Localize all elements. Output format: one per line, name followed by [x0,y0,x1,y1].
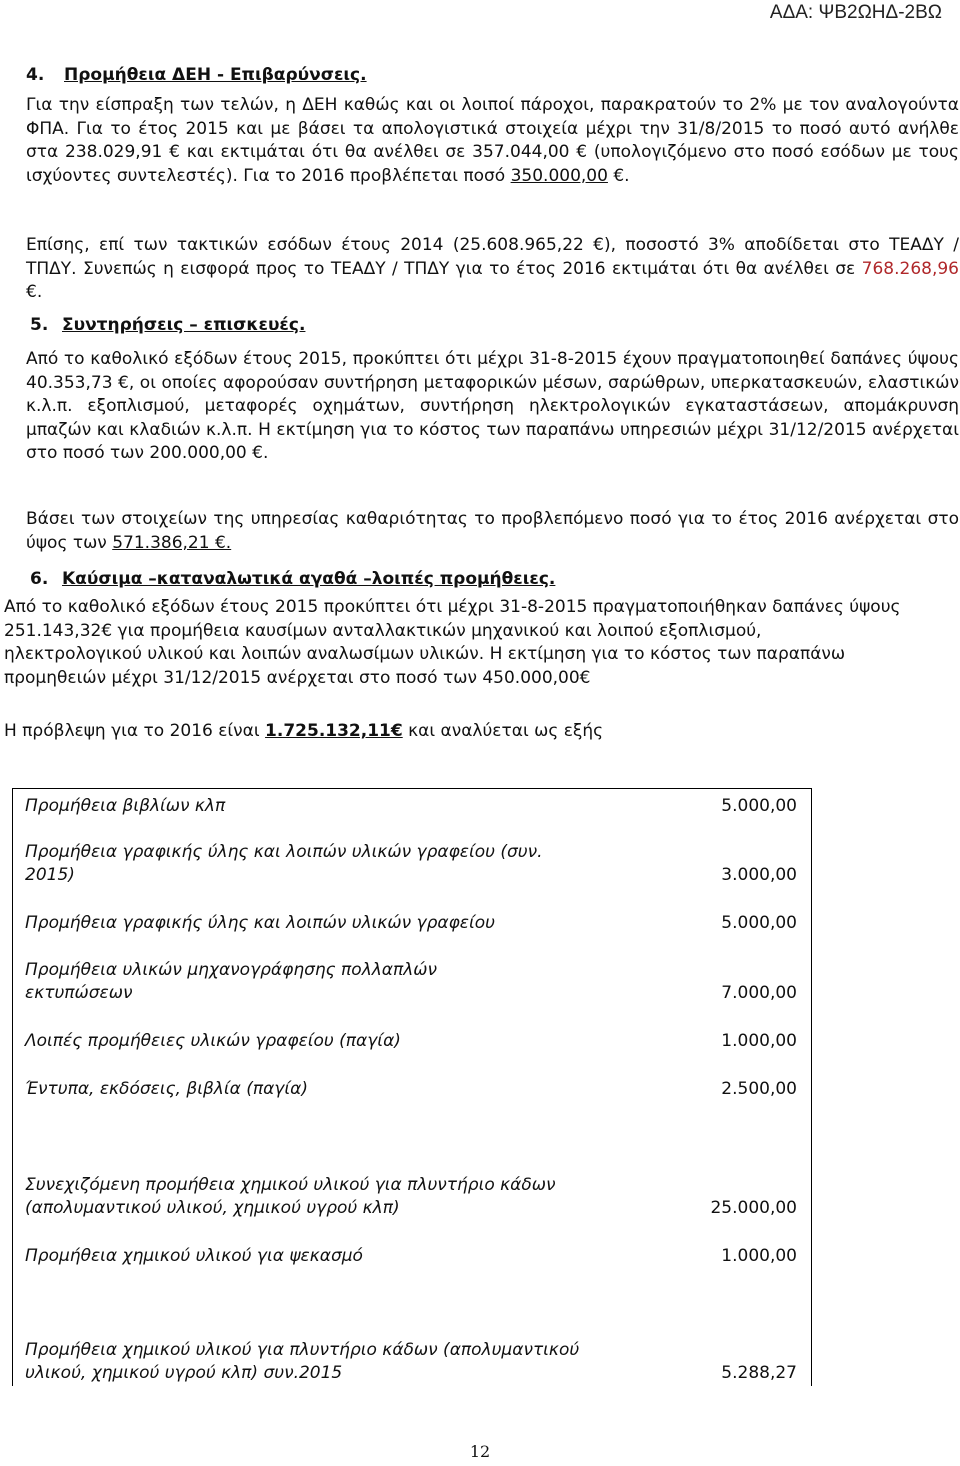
section-4-title: Προμήθεια ΔΕΗ - Επιβαρύνσεις. [64,65,367,85]
section-5-paragraph-1: Από το καθολικό εξόδων έτους 2015, προκύπτει ότι μέχρι 31-8-2015 έχουν πραγματοποιηθεί δαπάνες ύψους 40.353,73 €, οι οποίες αφορούσαν συντήρηση μεταφορικών μέσων, σαρώθρων, υπερκατασκευών, ελαστικών κ.λ.π. εξοπλισμού, μεταφορές οχημάτων, συντήρηση ηλεκτρολογικών εγκαταστάσεων, απομάκρυνση μπαζών και κλαδιών κ.λ.π. Η εκτίμηση για το κόστος των παραπάνω υπηρεσιών μέχρι 31/12/2015 ανέρχεται στο ποσό των 200.000,00 €. [26,349,959,463]
table-row-value: 5.288,27 [721,1363,797,1383]
section-6-p2-end: και αναλύεται ως εξής [402,721,604,741]
table-row [25,1174,797,1220]
table-row-label: Προμήθεια βιβλίων κλπ [25,796,226,816]
table-row-value: 7.000,00 [721,983,797,1003]
table-row [25,841,797,887]
table-row-value: 2.500,00 [721,1079,797,1099]
section-6-heading [30,568,555,591]
table-row-value: 5.000,00 [721,913,797,933]
table-row-label: Προμήθεια γραφικής ύλης και λοιπών υλικών γραφείου (συν. 2015) [25,842,543,885]
section-4-p2-end: €. [26,282,43,302]
section-4-p1-text: Για την είσπραξη των τελών, η ΔΕΗ καθώς και οι λοιποί πάροχοι, παρακρατούν το 2% με τον αναλογούντα ΦΠΑ. Για το έτος 2015 και με βάσει τα απολογιστικά στοιχεία μέχρι την 31/8/2015 το ποσό αυτό ανήλθε στα 238.029,91 € και εκτιμάται ότι θα ανέλθει σε 357.044,00 € (υπολογιζόμενο στο ποσό εσόδων με τους ισχύοντες συντελεστές). Για το 2016 προβλέπεται ποσό [26,95,959,186]
table-row-label: Λοιπές προμήθειες υλικών γραφείου (παγία) [25,1031,401,1051]
table-row [25,1078,797,1101]
section-5-title: Συντηρήσεις – επισκευές. [62,315,306,335]
table-row-label: Προμήθεια χημικού υλικού για πλυντήριο κάδων (απολυμαντικού υλικού, χημικού υγρού κλπ) συν.2015 [25,1340,580,1383]
section-4-heading [26,64,367,87]
section-4-paragraph-2 [26,234,959,305]
table-row [25,795,797,818]
section-6-p2-amount: 1.725.132,11€ [265,721,403,741]
table-row [25,1339,797,1385]
table-row-value: 1.000,00 [721,1031,797,1051]
section-4-paragraph-1 [26,94,959,188]
supplies-table [12,788,812,1386]
section-5-p2-amount: 571.386,21 €. [112,532,232,553]
table-row-value: 3.000,00 [721,865,797,885]
section-5-p2-text: Βάσει των στοιχείων της υπηρεσίας καθαριότητας το προβλεπόμενο ποσό για το έτος 2016 ανέρχεται στο ύψος των [26,509,959,553]
table-row-label: Προμήθεια γραφικής ύλης και λοιπών υλικών γραφείου [25,913,495,933]
table-row-label: Έντυπα, εκδόσεις, βιβλία (παγία) [25,1079,308,1099]
section-4-p1-amount: 350.000,00 [510,165,608,186]
table-row-value: 1.000,00 [721,1246,797,1266]
section-6-paragraph-1: Από το καθολικό εξόδων έτους 2015 προκύπτει ότι μέχρι 31-8-2015 πραγματοποιήθηκαν δαπάνες ύψους 251.143,32€ για προμήθεια καυσίμων ανταλλακτικών μηχανικού και λοιπού εξοπλισμού, ηλεκτρολογικού υλικού και λοιπών αναλωσίμων υλικών. Η εκτίμηση για το κόστος των παραπάνω προμηθειών μέχρι 31/12/2015 ανέρχεται στο ποσό των 450.000,00€ [4,597,901,688]
section-6-p2-text: Η πρόβλεψη για το 2016 είναι [4,721,266,741]
table-row-value: 5.000,00 [721,796,797,816]
section-4-number: 4. [26,65,45,85]
section-5-paragraph-2 [26,508,959,555]
section-6-number: 6. [30,569,49,589]
table-row-label: Συνεχιζόμενη προμήθεια χημικού υλικού για πλυντήριο κάδων (απολυμαντικού υλικού, χημικού υγρού κλπ) [25,1175,556,1218]
section-4-p1-end: €. [607,165,630,186]
ada-code: ΑΔΑ: ΨΒ2ΩΗΔ-2ΒΩ [769,2,942,23]
section-5-heading [30,314,305,337]
table-row-label: Προμήθεια υλικών μηχανογράφησης πολλαπλών εκτυπώσεων [25,960,438,1003]
page-number: 12 [469,1442,491,1461]
section-6-title: Καύσιμα –καταναλωτικά αγαθά –λοιπές προμήθειες. [62,569,556,589]
table-row-value: 25.000,00 [710,1198,797,1218]
section-4-p2-amount: 768.268,96 [861,258,959,279]
table-row [25,912,797,935]
section-5-number: 5. [30,315,49,335]
section-6-paragraph-2 [4,720,937,744]
table-row [25,1245,797,1268]
table-row [25,1030,797,1053]
section-4-p2-text: Επίσης, επί των τακτικών εσόδων έτους 2014 (25.608.965,22 €), ποσοστό 3% αποδίδεται στο ΤΕΑΔΥ / ΤΠΔΥ. Συνεπώς η εισφορά προς το ΤΕΑΔΥ / ΤΠΔΥ για το έτος 2016 εκτιμάται ότι θα ανέλθει σε [26,235,959,279]
table-row [25,959,797,1005]
table-row-label: Προμήθεια χημικού υλικού για ψεκασμό [25,1246,363,1266]
